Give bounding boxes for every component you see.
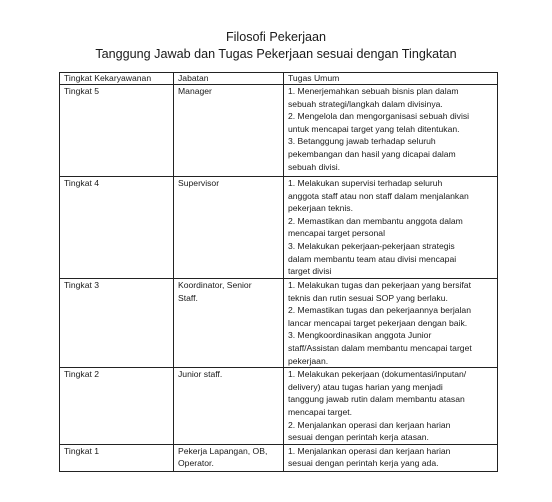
duty-line: tanggung jawab rutin dalam membantu atasan	[288, 394, 465, 405]
duty-line: delivery) atau tugas harian yang menjadi	[288, 381, 443, 392]
position-text: Koordinator, Senior	[178, 280, 252, 290]
table-row	[60, 279, 498, 368]
document-title	[0, 29, 552, 63]
duty-line: 2. Memastikan dan membantu anggota dalam	[288, 215, 463, 226]
level-text: Tingkat 3	[64, 280, 100, 290]
duty-line: mencapai target.	[288, 406, 353, 417]
header-position: Jabatan	[174, 73, 284, 85]
duty-line: 1. Menjalankan operasi dan kerjaan harian	[288, 445, 451, 456]
level-text: Tingkat 1	[64, 445, 100, 456]
level-text: Tingkat 2	[64, 369, 100, 380]
header-general-duties: Tugas Umum	[284, 73, 498, 85]
position-text: Junior staff.	[178, 369, 223, 380]
position-text: Supervisor	[178, 178, 220, 188]
duty-line: pekembangan dan hasil yang dicapai dalam	[288, 148, 456, 159]
duty-line: staff/Assistan dalam membantu mencapai target	[288, 342, 472, 353]
duty-line: pekerjaan.	[288, 355, 329, 366]
duty-line: 1. Menerjemahkan sebuah bisnis plan dalam	[288, 86, 459, 96]
level-cell	[60, 279, 174, 368]
duty-line: sesuai dengan perintah kerja yang ada.	[288, 458, 439, 469]
duty-line: mencapai target personal	[288, 228, 385, 239]
position-cell	[174, 85, 284, 177]
duty-line: target divisi	[288, 266, 332, 277]
title-line-2: Tanggung Jawab dan Tugas Pekerjaan sesuai dengan Tingkatan	[95, 47, 457, 61]
position-cell	[174, 177, 284, 279]
table-row	[60, 85, 498, 177]
duty-line: 3. Betanggung jawab terhadap seluruh	[288, 136, 436, 147]
duty-line: 3. Melakukan pekerjaan-pekerjaan strategis	[288, 240, 455, 251]
position-text: Operator.	[178, 458, 214, 469]
duty-line: sesuai dengan perintah kerja atasan.	[288, 432, 429, 443]
level-text: Tingkat 5	[64, 86, 100, 96]
duty-line: 1. Melakukan pekerjaan (dokumentasi/inputan/	[288, 369, 467, 380]
duties-cell	[284, 368, 498, 445]
level-text: Tingkat 4	[64, 178, 100, 188]
position-cell	[174, 444, 284, 471]
duty-line: 2. Memastikan tugas dan pekerjaannya berjalan	[288, 305, 471, 316]
level-cell	[60, 444, 174, 471]
position-text: Pekerja Lapangan, OB,	[178, 445, 268, 456]
duty-line: 3. Mengkoordinasikan anggota Junior	[288, 330, 432, 341]
duties-cell	[284, 177, 498, 279]
duty-line: anggota staff atau non staff dalam menjalankan	[288, 190, 469, 201]
position-cell	[174, 279, 284, 368]
duty-line: pekerjaan teknis.	[288, 203, 353, 214]
header-employee-level: Tingkat Kekaryawanan	[60, 73, 174, 85]
duty-line: 1. Melakukan tugas dan pekerjaan yang bersifat	[288, 280, 471, 290]
duty-line: sebuah strategi/langkah dalam divisinya.	[288, 98, 443, 109]
level-cell	[60, 85, 174, 177]
duties-cell	[284, 85, 498, 177]
duty-line: untuk mencapai target yang telah ditentukan.	[288, 123, 460, 134]
duty-line: 2. Menjalankan operasi dan kerjaan harian	[288, 419, 451, 430]
duty-line: teknis dan rutin sesuai SOP yang berlaku.	[288, 292, 448, 303]
duties-cell	[284, 444, 498, 471]
position-text: Staff.	[178, 292, 198, 303]
duty-line: lancar mencapai target pekerjaan dengan baik.	[288, 317, 468, 328]
title-line-1: Filosofi Pekerjaan	[225, 30, 327, 44]
table-row	[60, 368, 498, 445]
level-cell	[60, 368, 174, 445]
duty-line: 1. Melakukan supervisi terhadap seluruh	[288, 178, 443, 188]
duties-table	[59, 72, 498, 472]
duty-line: dalam membantu team atau divisi mencapai	[288, 253, 457, 264]
duty-line: sebuah divisi.	[288, 161, 341, 172]
table-row	[60, 177, 498, 279]
table-row	[60, 444, 498, 471]
table-header-row	[60, 73, 498, 85]
level-cell	[60, 177, 174, 279]
duty-line: 2. Mengelola dan mengorganisasi sebuah divisi	[288, 111, 470, 122]
position-text: Manager	[178, 86, 212, 96]
position-cell	[174, 368, 284, 445]
duties-cell	[284, 279, 498, 368]
